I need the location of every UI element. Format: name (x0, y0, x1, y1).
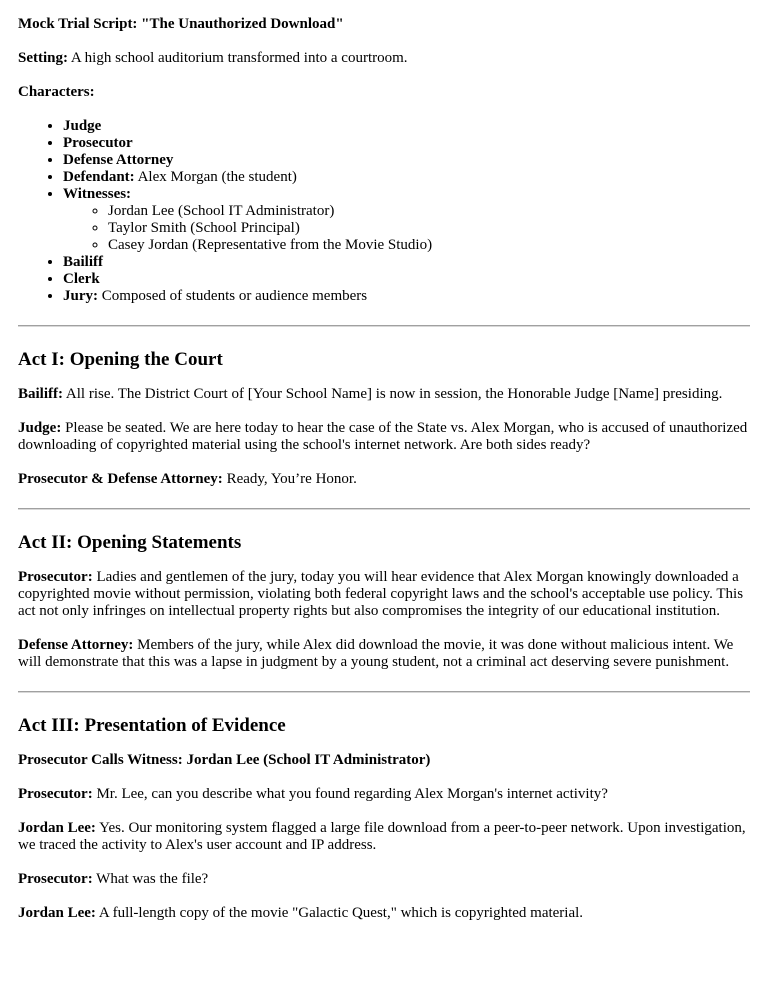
document-title: Mock Trial Script: "The Unauthorized Download" (18, 16, 344, 32)
dialogue-line: Defense Attorney: Members of the jury, while Alex did download the movie, it was done without malicious intent. We will demonstrate that this was a lapse in judgment by a young student, not a criminal act deserving severe punishment. (18, 637, 734, 670)
setting-text: A high school auditorium transformed into a courtroom. (68, 50, 408, 66)
character-item: • Judge (63, 118, 750, 135)
dialogue-line: Jordan Lee: A full-length copy of the movie "Galactic Quest," which is copyrighted material. (18, 905, 584, 921)
act1-heading: Act I: Opening the Court (18, 349, 223, 370)
witness-item: ◦ Casey Jordan (Representative from the Movie Studio) (108, 237, 750, 254)
dialogue-line: Prosecutor: Ladies and gentlemen of the jury, today you will hear evidence that Alex Morgan knowingly downloaded a copyrighted movie without permission, violating both federal copyright laws and the school's acceptable use policy. This act not only infringes on intellectual property rights but also compromises the integrity of our educational institution. (18, 569, 744, 619)
character-item: • Clerk (63, 271, 750, 288)
section-divider (18, 691, 750, 693)
dialogue-line: Jordan Lee: Yes. Our monitoring system flagged a large file download from a peer-to-peer network. Upon investigation, we traced the activity to Alex's user account and IP address. (18, 820, 746, 853)
character-item: • Witnesses: ◦ Jordan Lee (School IT Administrator) ◦ Taylor Smith (School Principal) ◦ Casey Jordan (Representative from the Movie Studio) (63, 186, 750, 254)
character-item: • Jury: Composed of students or audience members (63, 288, 750, 305)
character-item: • Prosecutor (63, 135, 750, 152)
characters-list (18, 118, 750, 305)
act3-heading: Act III: Presentation of Evidence (18, 715, 286, 736)
character-item: • Defendant: Alex Morgan (the student) (63, 169, 750, 186)
act3-subheading: Prosecutor Calls Witness: Jordan Lee (School IT Administrator) (18, 752, 431, 768)
dialogue-line: Judge: Please be seated. We are here today to hear the case of the State vs. Alex Morgan, who is accused of unauthorized downloading of copyrighted material using the school's internet network. Are both sides ready? (18, 420, 748, 453)
setting-label: Setting: (18, 50, 68, 66)
characters-heading: Characters: (18, 84, 95, 100)
section-divider (18, 508, 750, 510)
witness-item: ◦ Jordan Lee (School IT Administrator) (108, 203, 750, 220)
section-divider (18, 325, 750, 327)
dialogue-line: Prosecutor & Defense Attorney: Ready, You’re Honor. (18, 471, 357, 487)
dialogue-line: Bailiff: All rise. The District Court of [Your School Name] is now in session, the Honorable Judge [Name] presiding. (18, 386, 723, 402)
dialogue-line: Prosecutor: What was the file? (18, 871, 209, 887)
setting-paragraph (18, 50, 750, 67)
act2-heading: Act II: Opening Statements (18, 532, 242, 553)
witness-item: ◦ Taylor Smith (School Principal) (108, 220, 750, 237)
character-item: • Defense Attorney (63, 152, 750, 169)
character-item: • Bailiff (63, 254, 750, 271)
dialogue-line: Prosecutor: Mr. Lee, can you describe what you found regarding Alex Morgan's internet activity? (18, 786, 608, 802)
witnesses-list (63, 203, 750, 254)
